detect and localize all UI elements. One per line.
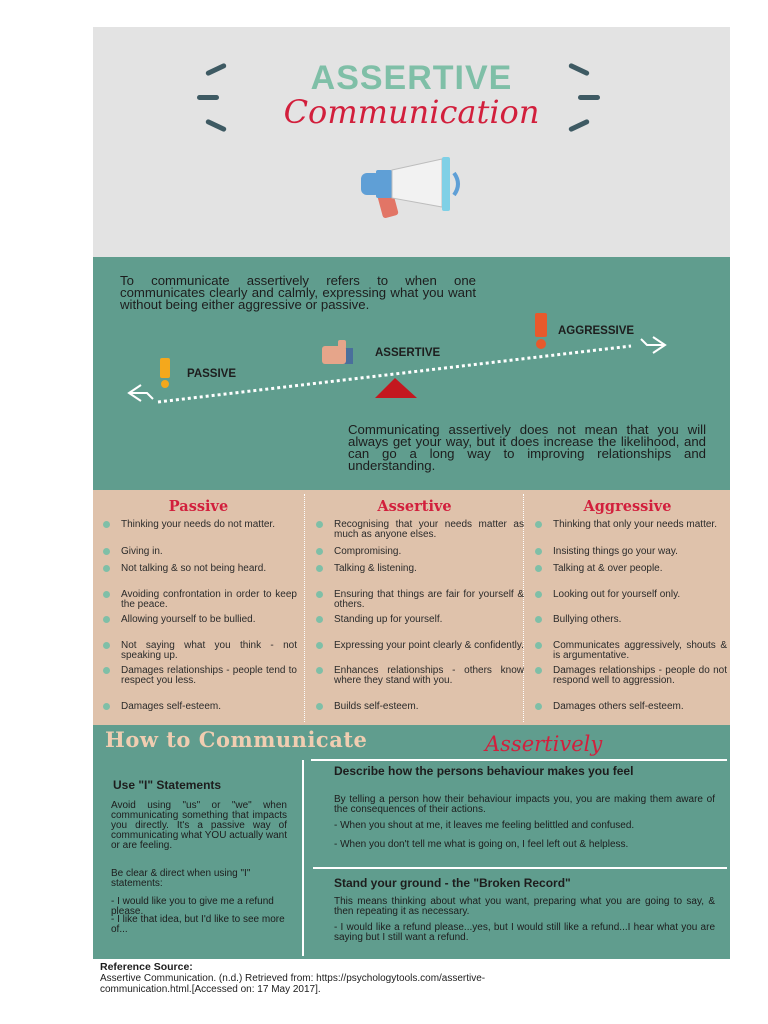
tip-heading: Stand your ground - the "Broken Record": [334, 876, 571, 890]
tip-text: - I would like a refund please...yes, but I would still like a refund...I hear what you are saying but I still want a refund.: [334, 922, 715, 943]
intro-panel: [93, 257, 730, 490]
megaphone-icon: [358, 157, 473, 222]
column-aggressive: Aggressive Thinking that only your needs matter. Insisting things go your way. Talking at & over people. Looking out for yourself only. Bullying others. Communicates aggressively, shouts & is argumentative. Damages relationships - people do not respond well to aggression. Damages others self-esteem.: [525, 490, 730, 725]
reference-text: Assertive Communication. (n.d.) Retrieved from: https://psychologytools.com/assertive-communication.html.[Accessed on: 17 May 2017].: [100, 973, 486, 995]
thumbs-up-icon: [322, 340, 353, 364]
column-heading: Assertive: [377, 498, 452, 515]
tip-text: - When you don't tell me what is going on, I feel left out & helpless.: [334, 839, 629, 850]
reference: [100, 962, 570, 995]
intro-paragraph: To communicate assertively refers to when one communicates clearly and calmly, expressing what you want without being either aggressive or passive.: [120, 273, 476, 312]
tip-text: Avoid using "us" or "we" when communicating something that impacts you directly. It's a passive way of communicating what YOU actually want or are feeling.: [111, 800, 288, 851]
how-to-panel: [93, 725, 730, 959]
title-communication: Communication: [283, 93, 540, 131]
fulcrum-triangle: [375, 378, 417, 398]
divider: [313, 867, 727, 869]
column-heading: Aggressive: [583, 498, 672, 515]
tip-heading: Describe how the persons behaviour makes you feel: [334, 764, 634, 778]
exclamation-icon: [535, 313, 547, 337]
header-panel: [93, 27, 730, 257]
title-assertive: ASSERTIVE: [310, 59, 513, 97]
column-divider: [304, 494, 305, 722]
comparison-table: [93, 490, 730, 725]
tip-text: This means thinking about what you want, preparing what you are going to say, & then repeating it as necessary.: [334, 896, 715, 917]
scale-label-passive: PASSIVE: [187, 368, 236, 380]
arrow-left-icon: [129, 385, 153, 401]
tip-heading: Use "I" Statements: [113, 778, 222, 792]
exclamation-icon: [160, 358, 170, 378]
scale-label-assertive: ASSERTIVE: [375, 347, 441, 359]
scale-label-aggressive: AGGRESSIVE: [558, 325, 635, 337]
arrow-right-icon: [641, 337, 665, 353]
intro-note: Communicating assertively does not mean that you will always get your way, but it does increase the likelihood, and can go a long way to improving relationships and understanding.: [348, 422, 706, 473]
tip-text: - I would like you to give me a refund please.: [111, 896, 274, 917]
column-passive: Passive Thinking your needs do not matter. Giving in. Not talking & so not being heard. Avoiding confrontation in order to keep the peace. Allowing yourself to be bullied. Not saying what you think - not speaking up. Damages relationships - people tend to respect you less. Damages self-esteem.: [93, 490, 304, 725]
tip-text: Be clear & direct when using "I" statements:: [111, 868, 251, 889]
section-title: How to Communicate: [105, 727, 368, 752]
column-heading: Passive: [168, 498, 229, 515]
section-title-accent: Assertively: [485, 732, 603, 756]
divider: [311, 759, 727, 761]
reference-label: Reference Source:: [100, 961, 193, 973]
tip-text: - I like that idea, but I'd like to see more of...: [111, 914, 285, 935]
tip-text: By telling a person how their behaviour impacts you, you are making them aware of the consequences of their actions.: [334, 794, 715, 815]
column-assertive: Assertive Recognising that your needs matter as much as anyone elses. Compromising. Talking & listening. Ensuring that things are fair for yourself & others. Standing up for yourself. Expressing your point clearly & confidently. Enhances relationships - others know where they stand with you. Builds self-esteem.: [306, 490, 523, 725]
tip-text: - When you shout at me, it leaves me feeling belittled and confused.: [334, 820, 635, 831]
divider: [302, 760, 304, 956]
